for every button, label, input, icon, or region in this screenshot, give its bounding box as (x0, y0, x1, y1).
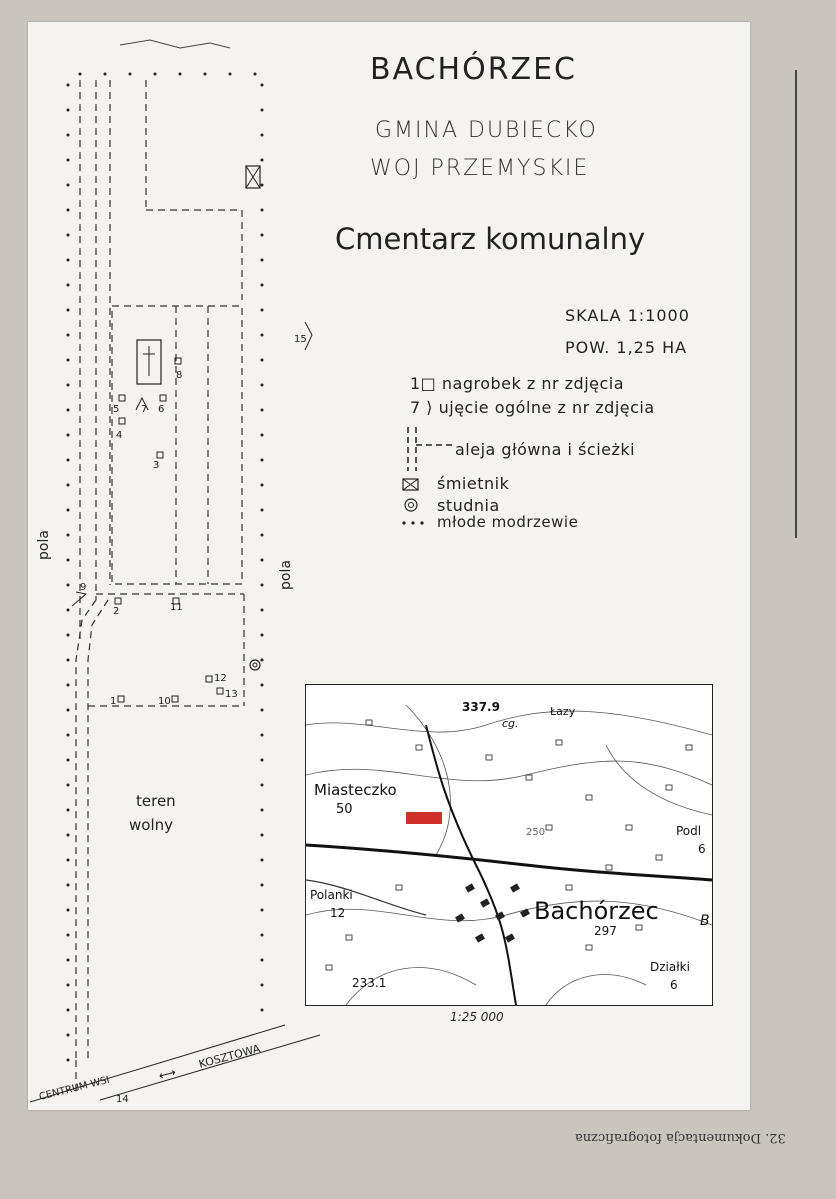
municipality-label: GMINA DUBIECKO (375, 118, 598, 143)
legend-well-label: studnia (437, 496, 500, 515)
chapel-icon (137, 340, 161, 384)
view-arrow-icon: 7 (410, 398, 421, 417)
inset-elev-233: 233.1 (352, 976, 387, 990)
marker-10: 10 (158, 696, 171, 707)
entrance-alley-b (88, 600, 108, 1060)
inset-polanki: Polanki (310, 888, 353, 902)
inset-250: 250 (526, 827, 546, 838)
grave-13-marker (217, 688, 223, 694)
plan-well-icon (250, 660, 260, 670)
free-area-line1: teren (136, 792, 176, 810)
plan-area: POW. 1,25 HA (565, 338, 688, 357)
grave-1-marker (118, 696, 124, 702)
marker-6: 6 (158, 404, 165, 415)
inset-scale-label: 1:25 000 (450, 1010, 504, 1024)
inset-lazy: Łazy (550, 705, 576, 718)
plan-trash-bin-icon (246, 166, 260, 188)
larch-row-right (261, 84, 264, 1012)
marker-3: 3 (153, 460, 160, 471)
entrance-alley-a (76, 600, 96, 1060)
inset-cg: cg. (502, 717, 519, 730)
old-section-boundary (112, 306, 242, 584)
legend-larch-label: młode modrzewie (437, 513, 579, 531)
marker-13: 13 (225, 689, 238, 700)
marker-7: 7 (141, 404, 148, 415)
marker-2: 2 (113, 606, 120, 617)
road-center-label: CENTRUM WSI (38, 1074, 111, 1103)
marker-4: 4 (116, 430, 123, 441)
legend-view: 7 ⟩ ujęcie ogólne z nr zdjęcia (410, 398, 655, 417)
inset-miasteczko: Miasteczko (314, 781, 397, 799)
inset-12: 12 (330, 906, 346, 920)
marker-15: 15 (294, 334, 307, 345)
marker-5: 5 (113, 404, 120, 415)
inset-6b: 6 (670, 978, 678, 992)
grave-6-marker (160, 395, 166, 401)
inset-north-road (426, 725, 516, 1005)
grave-10-marker (172, 696, 178, 702)
marker-9: 9 (80, 582, 87, 593)
legend-view-label: ujęcie ogólne z nr zdjęcia (438, 398, 655, 417)
legend-alley-label: aleja główna i ścieżki (455, 440, 636, 459)
road-kosztowa-label: KOSZTOWA (197, 1042, 262, 1071)
inset-297: 297 (594, 924, 617, 938)
marker-1: 1 (110, 696, 117, 707)
grave-3-marker (157, 452, 163, 458)
inset-podl: Podl (676, 824, 702, 838)
cemetery-subtitle: Cmentarz komunalny (335, 222, 646, 256)
plan-scale: SKALA 1:1000 (565, 306, 690, 325)
marker-14: 14 (116, 1094, 129, 1105)
free-area-line2: wolny (129, 816, 173, 834)
inset-6a: 6 (698, 842, 706, 856)
inset-bachorzec: Bachórzec (534, 897, 659, 925)
inset-b: B (700, 913, 710, 929)
grave-4-marker (119, 418, 125, 424)
marker-12: 12 (214, 673, 227, 684)
marker-8: 8 (176, 370, 183, 381)
topo-inset-map (305, 684, 713, 1006)
north-arrow-line (120, 40, 230, 48)
larch-row-left (67, 84, 70, 1062)
north-section-edge (146, 210, 242, 300)
grave-marker-icon: 1□ (410, 374, 437, 393)
grave-5-marker (119, 395, 125, 401)
inset-dzialki: Działki (650, 960, 690, 974)
road-double-arrow-icon: ⟷ (157, 1064, 178, 1083)
inset-main-road (306, 845, 712, 880)
page-footer: 32. Dokumentacja fotograficzna (575, 1130, 786, 1145)
view-arrow-9-icon (72, 592, 86, 606)
cemetery-location-marker (406, 812, 442, 824)
side-label-left: pola (36, 530, 52, 560)
side-label-right: pola (278, 560, 294, 590)
grave-12-marker (206, 676, 212, 682)
legend-grave-label: nagrobek z nr zdjęcia (441, 374, 625, 393)
topo-inset-drawing (306, 685, 712, 1005)
legend-trash-label: śmietnik (437, 474, 510, 493)
province-label: WOJ PRZEMYSKIE (370, 156, 590, 181)
inset-50: 50 (336, 802, 353, 817)
village-title: BACHÓRZEC (370, 52, 577, 87)
marker-11: 11 (170, 602, 183, 613)
grave-2-marker (115, 598, 121, 604)
inset-elev-337: 337.9 (462, 700, 500, 714)
larch-row-top (79, 73, 257, 76)
